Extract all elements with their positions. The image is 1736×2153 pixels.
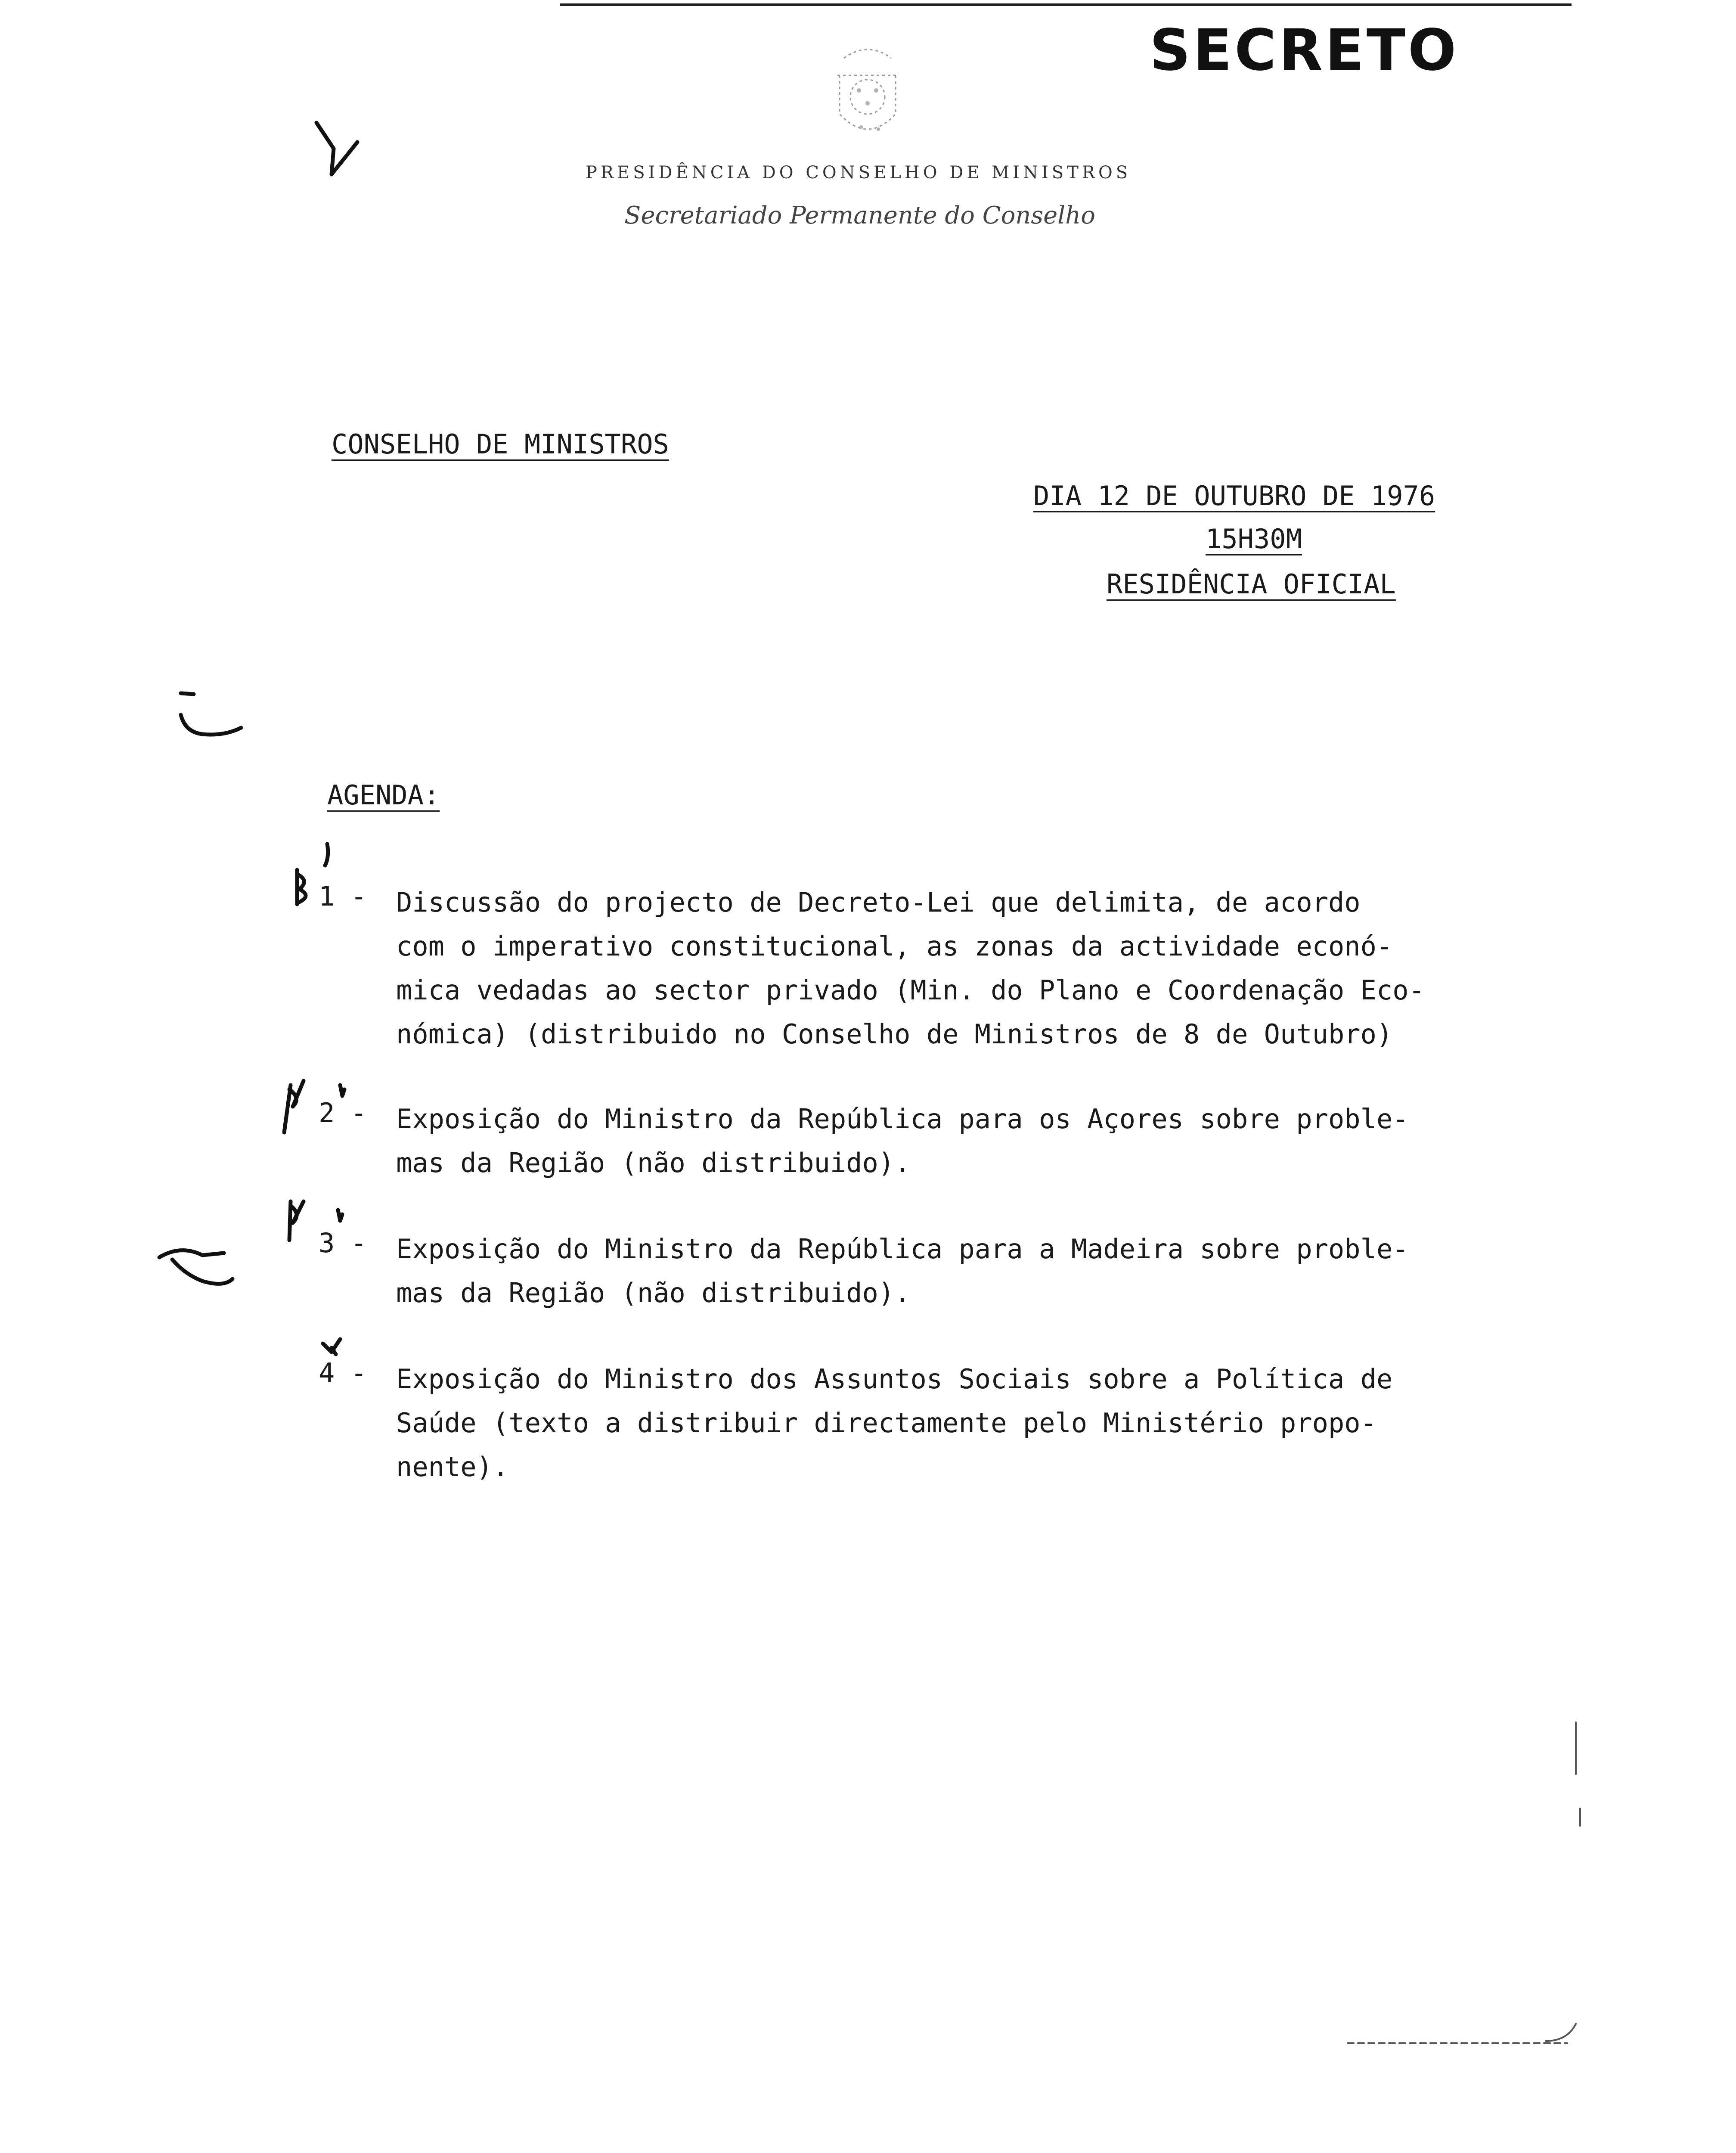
handwritten-tick-icon: [323, 1339, 340, 1354]
handwritten-bracket-icon: [159, 1250, 232, 1284]
agenda-item-line: mas da Região (não distribuido).: [396, 1277, 911, 1309]
agenda-item-line: mica vedadas ao sector privado (Min. do Plano e Coordenação Eco-: [396, 974, 1425, 1006]
agenda-label: AGENDA:: [327, 779, 440, 811]
agenda-item-line: Exposição do Ministro dos Assuntos Sociais sobre a Política de: [396, 1363, 1393, 1395]
agenda-item-line: Discussão do projecto de Decreto-Lei que delimita, de acordo: [396, 887, 1361, 918]
agenda-item-number: 4 -: [319, 1357, 367, 1389]
agenda-item-line: nente).: [396, 1451, 509, 1483]
agenda-item-line: Exposição do Ministro da República para a Madeira sobre proble-: [396, 1233, 1409, 1265]
agenda-item-line: mas da Região (não distribuido).: [396, 1147, 911, 1179]
agenda-item-text: [396, 1357, 1602, 1489]
handwritten-check-mark-icon: [316, 123, 357, 174]
department-subheading: Secretariado Permanente do Conselho: [624, 202, 1095, 230]
agenda-item-text: [396, 881, 1602, 1056]
agenda-item-number: 2 -: [319, 1097, 367, 1129]
agenda-item-line: Exposição do Ministro da República para os Açores sobre proble-: [396, 1103, 1409, 1135]
institution-heading: PRESIDÊNCIA DO CONSELHO DE MINISTROS: [586, 163, 1132, 183]
handwritten-bracket-icon: [181, 693, 241, 735]
agenda-item-text: [396, 1227, 1602, 1315]
top-border-line: [560, 3, 1572, 6]
council-title: CONSELHO DE MINISTROS: [332, 428, 669, 460]
meeting-time: 15H30M: [1206, 523, 1302, 555]
handwritten-tick-icon: [325, 844, 328, 866]
meeting-location: RESIDÊNCIA OFICIAL: [1107, 568, 1396, 600]
handwritten-tick-icon: [284, 1081, 304, 1132]
agenda-item-text: [396, 1097, 1602, 1185]
agenda-item-number: 3 -: [319, 1227, 367, 1259]
handwritten-tick-icon: [340, 1085, 344, 1096]
coat-of-arms-seal-icon: [818, 41, 917, 149]
handwritten-tick-icon: [289, 1201, 304, 1240]
agenda-item-line: com o imperativo constitucional, as zonas da actividade econó-: [396, 931, 1393, 962]
classification-stamp: SECRETO: [1150, 17, 1459, 84]
agenda-item-line: nómica) (distribuido no Conselho de Ministros de 8 de Outubro): [396, 1018, 1393, 1050]
margin-scan-mark: [1546, 2024, 1576, 2041]
meeting-date: DIA 12 DE OUTUBRO DE 1976: [1033, 480, 1435, 512]
handwritten-tick-icon: [338, 1210, 342, 1221]
handwritten-tick-icon: [297, 870, 306, 904]
agenda-item-number: 1 -: [319, 881, 367, 912]
agenda-item-line: Saúde (texto a distribuir directamente pelo Ministério propo-: [396, 1407, 1376, 1439]
